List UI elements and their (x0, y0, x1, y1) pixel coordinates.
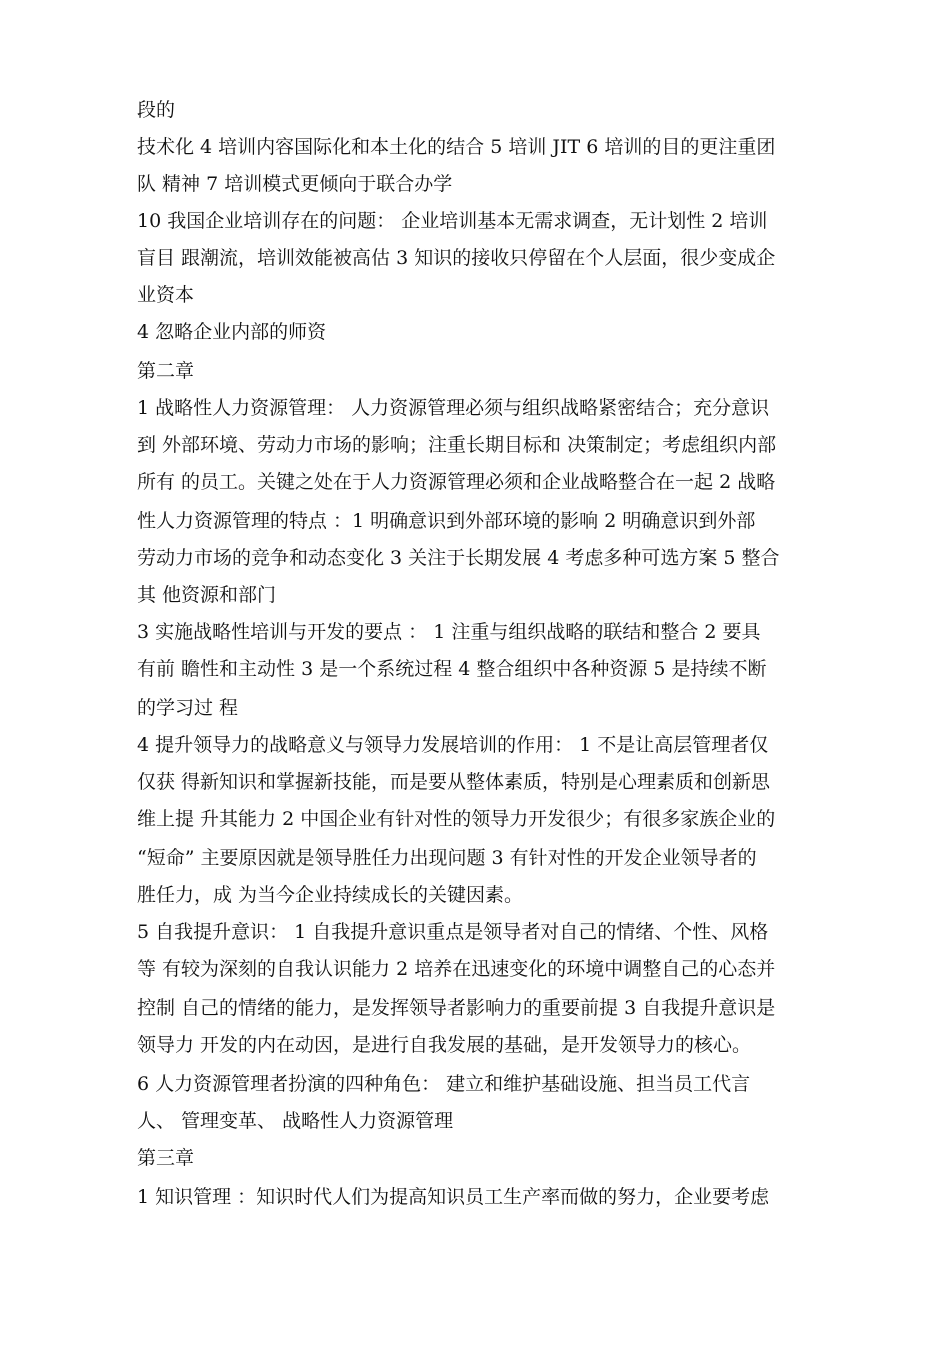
text-line: 所有 的员工。关键之处在于人力资源管理必须和企业战略整合在一起 2 战略 (137, 471, 776, 493)
text-line: 的学习过 程 (137, 697, 239, 719)
text-line: 1 知识管理 ：知识时代人们为提高知识员工生产率而做的努力，企业要考虑 (137, 1186, 770, 1208)
chapter-heading: 第三章 (137, 1147, 195, 1169)
text-line: 技术化 4 培训内容国际化和本土化的结合 5 培训 JIT 6 培训的目的更注重团 (137, 136, 776, 158)
text-line: 维上提 升其能力 2 中国企业有针对性的领导力开发很少；有很多家族企业的 (137, 808, 776, 830)
text-line: 5 自我提升意识： 1 自我提升意识重点是领导者对自己的情绪、个性、风格 (137, 921, 769, 943)
text-line: 其 他资源和部门 (137, 584, 277, 606)
text-line: 到 外部环境、劳动力市场的影响；注重长期目标和 决策制定；考虑组织内部 (137, 434, 777, 456)
text-line: 等 有较为深刻的自我认识能力 2 培养在迅速变化的环境中调整自己的心态并 (137, 958, 776, 980)
text-line: 6 人力资源管理者扮演的四种角色： 建立和维护基础设施、担当员工代言 (137, 1073, 751, 1095)
text-line: 业资本 (137, 284, 195, 306)
text-line: 性人力资源管理的特点 ：1 明确意识到外部环境的影响 2 明确意识到外部 (137, 510, 756, 532)
chapter-heading: 第二章 (137, 360, 195, 382)
text-line: 4 提升领导力的战略意义与领导力发展培训的作用： 1 不是让高层管理者仅 (137, 734, 769, 756)
text-line: “短命” 主要原因就是领导胜任力出现问题 3 有针对性的开发企业领导者的 (137, 847, 757, 869)
text-line: 劳动力市场的竞争和动态变化 3 关注于长期发展 4 考虑多种可选方案 5 整合 (137, 547, 780, 569)
text-line: 有前 瞻性和主动性 3 是一个系统过程 4 整合组织中各种资源 5 是持续不断 (137, 658, 767, 680)
text-line: 4 忽略企业内部的师资 (137, 321, 327, 343)
text-line: 领导力 开发的内在动因，是进行自我发展的基础，是开发领导力的核心。 (137, 1034, 752, 1056)
text-line: 仅获 得新知识和掌握新技能，而是要从整体素质，特别是心理素质和创新思 (137, 771, 771, 793)
text-line: 胜任力，成 为当今企业持续成长的关键因素。 (137, 884, 524, 906)
text-line: 1 战略性人力资源管理： 人力资源管理必须与组织战略紧密结合；充分意识 (137, 397, 770, 419)
text-line: 控制 自己的情绪的能力，是发挥领导者影响力的重要前提 3 自我提升意识是 (137, 997, 776, 1019)
text-line: 盲目 跟潮流，培训效能被高估 3 知识的接收只停留在个人层面，很少变成企 (137, 247, 776, 269)
text-line: 队 精神 7 培训模式更倾向于联合办学 (137, 173, 453, 195)
text-line: 人、 管理变革、 战略性人力资源管理 (137, 1110, 454, 1132)
text-line: 3 实施战略性培训与开发的要点 ： 1 注重与组织战略的联结和整合 2 要具 (137, 621, 761, 643)
text-line: 段的 (137, 99, 176, 121)
text-line: 10 我国企业培训存在的问题： 企业培训基本无需求调查，无计划性 2 培训 (137, 210, 768, 232)
